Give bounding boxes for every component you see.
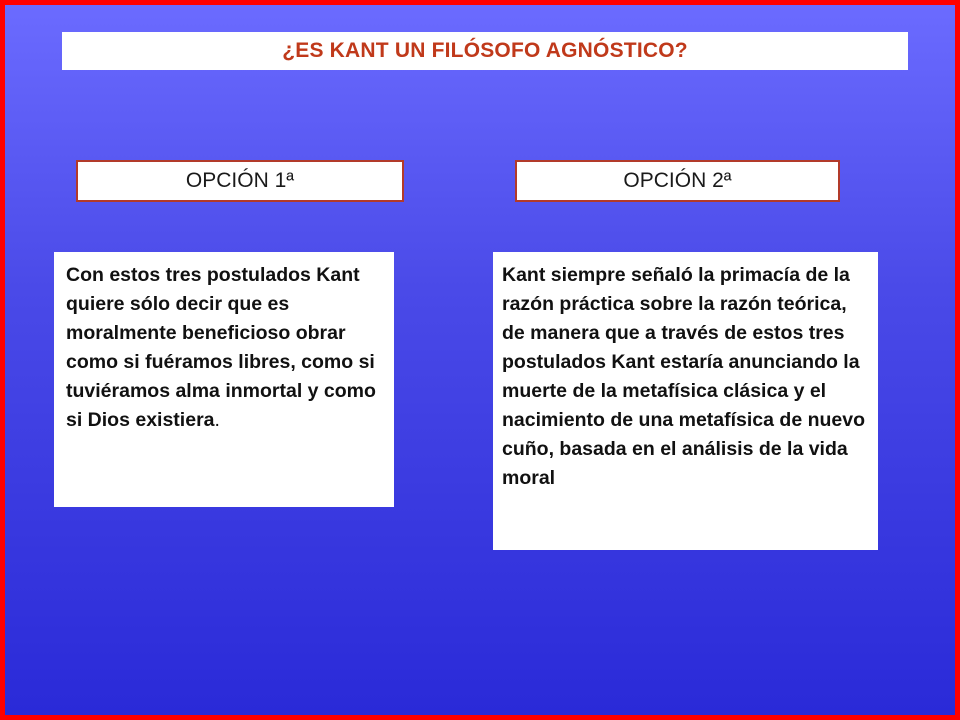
option-1-label: OPCIÓN 1ª (185, 169, 295, 192)
option-1-text-box (54, 252, 394, 507)
option-2-label: OPCIÓN 2ª (623, 169, 732, 192)
option-1-trailing-period: . (214, 409, 220, 431)
slide-title: ¿ES KANT UN FILÓSOFO AGNÓSTICO? (282, 39, 688, 62)
option-1-label-box (76, 160, 404, 202)
option-2-label-box (515, 160, 840, 202)
option-1-text: Con estos tres postulados Kant quiere sólo decir que es moralmente beneficioso obrar como si fuéramos libres, como si tuviéramos alma inmortal y como si Dios existiera (66, 264, 376, 431)
option-2-text: Kant siempre señaló la primacía de la razón práctica sobre la razón teórica, de manera que a través de estos tres postulados Kant estaría anunciando la muerte de la metafísica clásica y el nacimiento de una metafísica de nuevo cuño, basada en el análisis de la vida moral (502, 264, 866, 489)
option-2-text-box (493, 252, 878, 550)
title-box (62, 32, 908, 70)
